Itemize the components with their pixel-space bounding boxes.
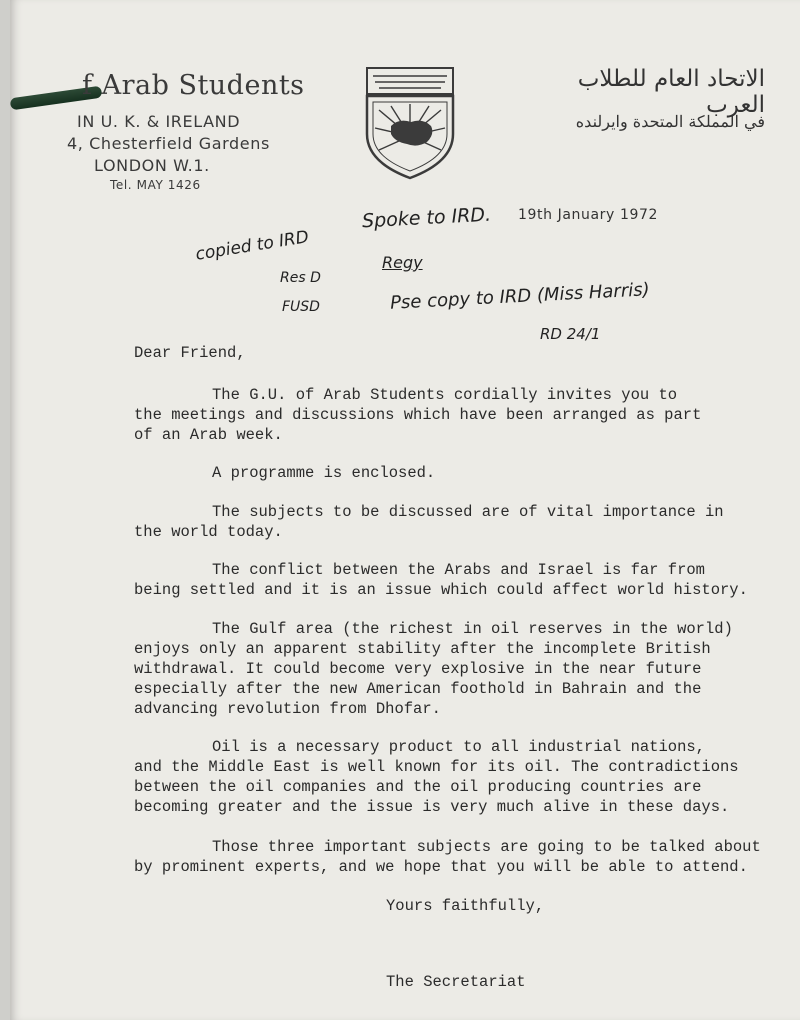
handwritten-initials: RD 24/1 bbox=[540, 325, 601, 343]
letterhead-address: 4, Chesterfield Gardens bbox=[67, 134, 270, 153]
paragraph-conflict bbox=[134, 560, 748, 600]
handwritten-pse-copy-note: Pse copy to IRD (Miss Harris) bbox=[389, 279, 651, 314]
org-name: f Arab Students bbox=[82, 70, 305, 101]
handwritten-res-d: Res D bbox=[280, 270, 321, 286]
letterhead-telephone: Tel. MAY 1426 bbox=[110, 178, 201, 192]
paragraph-line: being settled and it is an issue which could affect world history. bbox=[134, 581, 748, 599]
handwritten-fusd: FUSD bbox=[282, 299, 320, 315]
handwritten-spoke-note: Spoke to IRD. bbox=[361, 203, 492, 233]
paragraph-experts bbox=[134, 837, 761, 877]
paragraph-line: becoming greater and the issue is very much alive in these days. bbox=[134, 798, 730, 816]
shield-map-emblem-icon bbox=[365, 66, 455, 180]
handwritten-copied-note: copied to IRD bbox=[194, 227, 311, 265]
letterhead-city: LONDON W.1. bbox=[94, 156, 210, 175]
paragraph-line: The Gulf area (the richest in oil reserves in the world) bbox=[212, 620, 733, 638]
letter-page bbox=[10, 0, 800, 1020]
letter-date: 19th January 1972 bbox=[518, 207, 658, 223]
paragraph-oil bbox=[134, 737, 739, 817]
letterhead-arabic-subtitle: في المملكة المتحدة وايرلنده bbox=[575, 112, 765, 131]
paragraph-line: The conflict between the Arabs and Israel is far from bbox=[212, 561, 705, 579]
closing: Yours faithfully, bbox=[386, 897, 545, 915]
paragraph-line: the world today. bbox=[134, 523, 283, 541]
paragraph-line: especially after the new American foothold in Bahrain and the bbox=[134, 680, 702, 698]
paragraph-line: by prominent experts, and we hope that you will be able to attend. bbox=[134, 858, 748, 876]
paragraph-line: between the oil companies and the oil producing countries are bbox=[134, 778, 702, 796]
paragraph-line: The subjects to be discussed are of vital importance in bbox=[212, 503, 724, 521]
handwritten-regy: Regy bbox=[382, 253, 423, 272]
paragraph-line: and the Middle East is well known for its oil. The contradictions bbox=[134, 758, 739, 776]
paragraph-subjects bbox=[134, 502, 734, 542]
paragraph-invitation bbox=[134, 385, 734, 445]
paragraph-line: withdrawal. It could become very explosive in the near future bbox=[134, 660, 702, 678]
paragraph-gulf bbox=[134, 619, 734, 719]
paragraph-line: A programme is enclosed. bbox=[212, 464, 436, 482]
letterhead-line-1: IN U. K. & IRELAND bbox=[77, 112, 241, 131]
paragraph-line: The G.U. of Arab Students cordially invites you to bbox=[212, 386, 678, 404]
salutation: Dear Friend, bbox=[134, 344, 246, 362]
paragraph-line: Those three important subjects are going to be talked about bbox=[212, 838, 761, 856]
paragraph-line: Oil is a necessary product to all industrial nations, bbox=[212, 738, 705, 756]
paragraph-line: enjoys only an apparent stability after the incomplete British bbox=[134, 640, 711, 658]
paragraph-line: of an Arab week. bbox=[134, 426, 283, 444]
paragraph-line: the meetings and discussions which have been arranged as part bbox=[134, 406, 702, 424]
signature: The Secretariat bbox=[386, 973, 526, 991]
paragraph-programme bbox=[134, 463, 734, 483]
paragraph-line: advancing revolution from Dhofar. bbox=[134, 700, 441, 718]
letterhead-arabic-name: الاتحاد العام للطلاب العرب bbox=[577, 66, 765, 118]
